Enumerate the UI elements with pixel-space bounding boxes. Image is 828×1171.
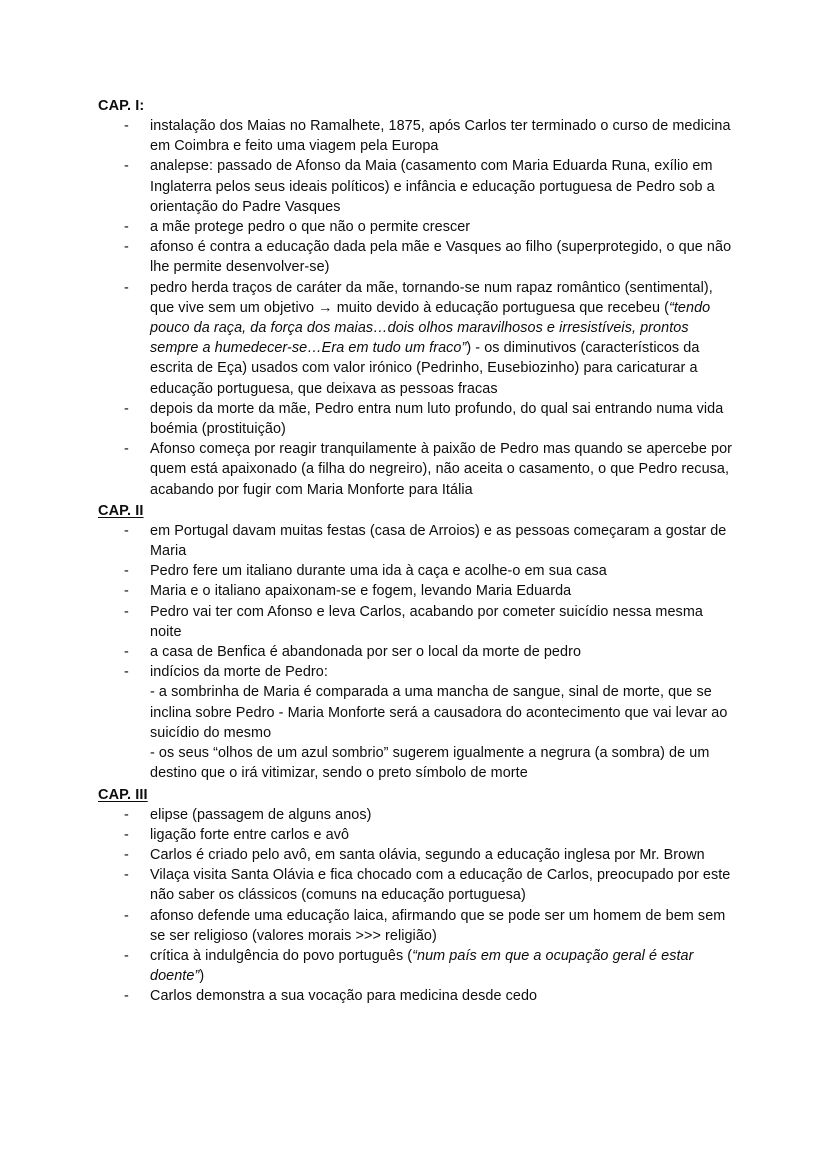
chapter-heading-iii: CAP. III	[98, 786, 148, 803]
list-item	[98, 439, 734, 500]
list-item	[98, 561, 734, 581]
list-item	[98, 237, 734, 277]
body-text: afonso é contra a educação dada pela mãe e Vasques ao filho (superprotegido, o que não lhe permite desenvolver-se)	[150, 239, 732, 276]
body-text: ligação forte entre carlos e avô	[150, 826, 350, 843]
body-text: analepse: passado de Afonso da Maia (casamento com Maria Eduarda Runa, exílio em Inglaterra pelos seus ideais políticos) e infância e educação portuguesa de Pedro sob a orientação do Padre Vasques	[150, 158, 715, 215]
body-text: em Portugal davam muitas festas (casa de Arroios) e as pessoas começaram a gostar de Maria	[150, 522, 727, 560]
body-text: Maria e o italiano apaixonam-se e fogem, levando Maria Eduarda	[150, 583, 572, 600]
bullet-dash-icon: -	[124, 239, 129, 256]
bullet-dash-icon: -	[124, 583, 129, 600]
document-body	[98, 96, 734, 1007]
body-text: indícios da morte de Pedro:	[150, 664, 328, 681]
body-text: Pedro vai ter com Afonso e leva Carlos, acabando por cometer suicídio nessa mesma noite	[150, 603, 703, 640]
list-item	[98, 662, 734, 682]
body-text: depois da morte da mãe, Pedro entra num luto profundo, do qual sai entrando numa vida boémia (prostituição)	[150, 400, 724, 438]
chapter-bullet-list	[98, 805, 734, 1007]
quotation-text: “num país em que a ocupação geral é estar doente”	[150, 947, 694, 985]
body-text: a mãe protege pedro o que não o permite crescer	[150, 219, 471, 236]
list-item	[98, 906, 734, 946]
body-text: Afonso começa por reagir tranquilamente à paixão de Pedro mas quando se apercebe por quem está apaixonado (a filha do negreiro), não aceita o casamento, o que Pedro recusa, acabando por fugir com Maria Monforte para Itália	[150, 441, 733, 498]
bullet-dash-icon: -	[124, 644, 129, 661]
chapter-bullet-list	[98, 116, 734, 500]
list-item	[98, 521, 734, 561]
body-text: crítica à indulgência do povo português (	[150, 947, 413, 964]
bullet-dash-icon: -	[124, 400, 129, 417]
list-item	[98, 946, 734, 986]
body-text: instalação dos Maias no Ramalhete, 1875, após Carlos ter terminado o curso de medicina em Coimbra e feito uma viagem pela Europa	[150, 118, 731, 155]
body-text: a casa de Benfica é abandonada por ser o local da morte de pedro	[150, 644, 582, 661]
list-item	[98, 845, 734, 865]
bullet-dash-icon: -	[124, 158, 129, 175]
list-item	[98, 116, 734, 156]
list-item	[98, 602, 734, 642]
body-text: Pedro fere um italiano durante uma ida à caça e acolhe-o em sua casa	[150, 563, 607, 580]
bullet-dash-icon: -	[124, 846, 129, 863]
bullet-dash-icon: -	[124, 219, 129, 236]
list-item	[98, 805, 734, 825]
list-item	[98, 217, 734, 237]
bullet-dash-icon: -	[124, 826, 129, 843]
bullet-dash-icon: -	[124, 118, 129, 134]
chapter-heading-row	[98, 501, 734, 521]
list-item	[98, 986, 734, 1006]
body-text: elipse (passagem de alguns anos)	[150, 806, 372, 823]
bullet-dash-icon: -	[124, 664, 129, 681]
list-item	[98, 399, 734, 439]
quotation-text: “tendo pouco da raça, da força dos maias…dois olhos maravilhosos e irresistíveis, prontos sempre a humedecer-se…Era em tudo um fraco”	[150, 299, 711, 357]
bullet-dash-icon: -	[124, 522, 129, 539]
bullet-dash-icon: -	[124, 907, 129, 924]
body-text: ) - os diminutivos (característicos da escrita de Eça) usados com valor irónico (Pedrinho, Eusebiozinho) para caricaturar a educação portuguesa, que deixava as pessoas fracas	[150, 340, 700, 397]
chapter-heading-row	[98, 96, 734, 116]
chapter-heading-ii: CAP. II	[98, 502, 144, 519]
bullet-dash-icon: -	[124, 563, 129, 580]
body-text: Carlos demonstra a sua vocação para medicina desde cedo	[150, 988, 538, 1005]
bullet-dash-icon: -	[124, 988, 129, 1005]
list-item	[98, 156, 734, 217]
bullet-dash-icon: -	[124, 279, 129, 296]
chapter-heading-row	[98, 785, 734, 805]
list-item	[98, 865, 734, 905]
bullet-dash-icon: -	[124, 441, 129, 458]
body-text: - a sombrinha de Maria é comparada a uma mancha de sangue, sinal de morte, que se inclina sobre Pedro - Maria Monforte será a causadora do acontecimento que vai levar ao suicídio do mesmo	[150, 684, 728, 741]
list-item	[98, 642, 734, 662]
body-text: afonso defende uma educação laica, afirmando que se pode ser um homem de bem sem se ser religioso (valores morais >>> religião)	[150, 907, 726, 944]
bullet-dash-icon: -	[124, 603, 129, 620]
body-text: Vilaça visita Santa Olávia e fica chocado com a educação de Carlos, preocupado por este não saber os clássicos (comuns na educação portuguesa)	[150, 867, 731, 904]
body-text: pedro herda traços de caráter da mãe, tornando-se num rapaz romântico (sentimental), que vive sem um objetivo → muito devido à educação portuguesa que recebeu (	[150, 279, 713, 316]
list-item	[98, 581, 734, 601]
list-item	[98, 825, 734, 845]
list-item	[98, 278, 734, 399]
chapter-bullet-list	[98, 521, 734, 784]
bullet-dash-icon: -	[124, 867, 129, 884]
bullet-dash-icon: -	[124, 806, 129, 823]
chapter-heading-i: CAP. I:	[98, 98, 145, 114]
sub-list-item	[98, 682, 734, 743]
bullet-dash-icon: -	[124, 947, 129, 964]
body-text: Carlos é criado pelo avô, em santa olávia, segundo a educação inglesa por Mr. Brown	[150, 846, 705, 863]
sub-list-item	[98, 743, 734, 783]
body-text: )	[199, 968, 205, 985]
body-text: - os seus “olhos de um azul sombrio” sugerem igualmente a negrura (a sombra) de um destino que o irá vitimizar, sendo o preto símbolo de morte	[150, 745, 710, 782]
